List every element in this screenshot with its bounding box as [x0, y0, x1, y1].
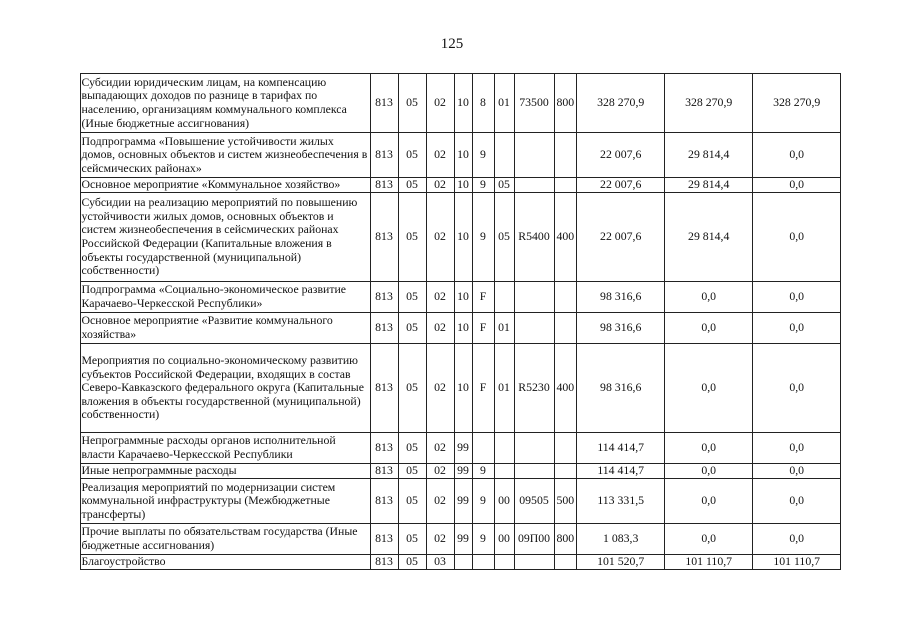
cell-sum-1: 22 007,6	[577, 193, 665, 282]
cell-ved: 813	[370, 464, 398, 479]
cell-vr	[554, 555, 577, 570]
row-name: Основное мероприятие «Коммунальное хозяйство»	[80, 178, 370, 193]
table-row	[64, 74, 841, 133]
cell-sum-1: 113 331,5	[577, 479, 665, 524]
cell-pr: 02	[426, 74, 454, 133]
cell-sum-3: 0,0	[753, 344, 841, 433]
cell-sum-1: 328 270,9	[577, 74, 665, 133]
cell-osn: 05	[494, 178, 514, 193]
table-row	[64, 524, 841, 555]
cell-napr: 73500	[514, 74, 554, 133]
table-row	[64, 555, 841, 570]
cell-sub: F	[472, 344, 494, 433]
cell-vr	[554, 178, 577, 193]
cell-vr	[554, 133, 577, 178]
table-row	[64, 178, 841, 193]
row-name: Субсидии на реализацию мероприятий по повышению устойчивости жилых домов, основных объектов и систем жизнеобеспечения в сейсмических районах Российской Федерации (Капитальные вложения в объекты государственной (муниципальной) собственности)	[80, 193, 370, 282]
cell-osn: 01	[494, 344, 514, 433]
cell-prog: 10	[454, 282, 472, 313]
cell-vr: 500	[554, 479, 577, 524]
cell-sum-1: 98 316,6	[577, 313, 665, 344]
cell-pr: 02	[426, 193, 454, 282]
cell-sub	[472, 555, 494, 570]
cell-osn	[494, 464, 514, 479]
cell-sub: 9	[472, 524, 494, 555]
cell-rz: 05	[398, 282, 426, 313]
cell-osn	[494, 433, 514, 464]
cell-napr	[514, 313, 554, 344]
cell-rz: 05	[398, 74, 426, 133]
cell-ved: 813	[370, 555, 398, 570]
cell-sum-3: 0,0	[753, 133, 841, 178]
cell-pr: 02	[426, 178, 454, 193]
cell-ved: 813	[370, 479, 398, 524]
cell-osn	[494, 133, 514, 178]
cell-prog: 10	[454, 313, 472, 344]
row-name: Реализация мероприятий по модернизации систем коммунальной инфраструктуры (Межбюджетные трансферты)	[80, 479, 370, 524]
cell-sum-1: 22 007,6	[577, 133, 665, 178]
cell-napr: R5400	[514, 193, 554, 282]
cell-prog	[454, 555, 472, 570]
cell-osn: 00	[494, 479, 514, 524]
cell-prog: 10	[454, 74, 472, 133]
cell-napr: 09505	[514, 479, 554, 524]
cell-rz: 05	[398, 133, 426, 178]
cell-pr: 02	[426, 464, 454, 479]
cell-sum-2: 29 814,4	[665, 193, 753, 282]
cell-sum-2: 0,0	[665, 313, 753, 344]
cell-vr	[554, 313, 577, 344]
cell-sum-3: 0,0	[753, 524, 841, 555]
cell-sum-1: 22 007,6	[577, 178, 665, 193]
cell-pr: 02	[426, 313, 454, 344]
cell-sub: 9	[472, 193, 494, 282]
page-number: 125	[440, 36, 464, 52]
cell-osn	[494, 282, 514, 313]
cell-sum-3: 328 270,9	[753, 74, 841, 133]
cell-sum-3: 0,0	[753, 433, 841, 464]
table-row	[64, 133, 841, 178]
cell-ved: 813	[370, 74, 398, 133]
cell-prog: 10	[454, 133, 472, 178]
cell-vr: 400	[554, 344, 577, 433]
cell-osn: 05	[494, 193, 514, 282]
cell-sum-2: 0,0	[665, 479, 753, 524]
row-name: Мероприятия по социально-экономическому развитию субъектов Российской Федерации, входящих в состав Северо-Кавказского федерального округа (Капитальные вложения в объекты государственной (муниципальной) собственности)	[80, 344, 370, 433]
cell-sum-3: 0,0	[753, 479, 841, 524]
cell-pr: 02	[426, 282, 454, 313]
cell-pr: 02	[426, 479, 454, 524]
cell-sum-3: 0,0	[753, 178, 841, 193]
cell-vr: 800	[554, 74, 577, 133]
cell-ved: 813	[370, 344, 398, 433]
cell-sub: 9	[472, 464, 494, 479]
cell-sum-2: 0,0	[665, 282, 753, 313]
cell-sum-1: 98 316,6	[577, 282, 665, 313]
row-name: Основное мероприятие «Развитие коммунального хозяйства»	[80, 313, 370, 344]
cell-sum-1: 98 316,6	[577, 344, 665, 433]
cell-sub: 9	[472, 133, 494, 178]
cell-sum-2: 0,0	[665, 344, 753, 433]
cell-sum-2: 29 814,4	[665, 178, 753, 193]
cell-rz: 05	[398, 479, 426, 524]
row-name: Подпрограмма «Социально-экономическое развитие Карачаево-Черкесской Республики»	[80, 282, 370, 313]
row-name: Иные непрограммные расходы	[80, 464, 370, 479]
cell-rz: 05	[398, 555, 426, 570]
table-row	[64, 479, 841, 524]
cell-sum-2: 328 270,9	[665, 74, 753, 133]
cell-sum-1: 114 414,7	[577, 464, 665, 479]
cell-napr	[514, 464, 554, 479]
cell-rz: 05	[398, 524, 426, 555]
cell-osn: 00	[494, 524, 514, 555]
row-name: Подпрограмма «Повышение устойчивости жилых домов, основных объектов и систем жизнеобеспечения в сейсмических районах»	[80, 133, 370, 178]
cell-ved: 813	[370, 193, 398, 282]
table-row	[64, 433, 841, 464]
cell-rz: 05	[398, 433, 426, 464]
cell-sub	[472, 433, 494, 464]
cell-ved: 813	[370, 433, 398, 464]
cell-sub: 9	[472, 479, 494, 524]
cell-pr: 03	[426, 555, 454, 570]
cell-prog: 10	[454, 178, 472, 193]
row-name: Субсидии юридическим лицам, на компенсацию выпадающих доходов по разнице в тарифах по населению, организациям коммунального комплекса (Иные бюджетные ассигнования)	[80, 74, 370, 133]
cell-sub: F	[472, 313, 494, 344]
cell-sum-3: 0,0	[753, 313, 841, 344]
cell-rz: 05	[398, 178, 426, 193]
cell-sum-2: 0,0	[665, 464, 753, 479]
cell-napr	[514, 433, 554, 464]
cell-ved: 813	[370, 524, 398, 555]
cell-sum-3: 0,0	[753, 282, 841, 313]
cell-sub: 8	[472, 74, 494, 133]
budget-table	[64, 73, 841, 570]
cell-ved: 813	[370, 282, 398, 313]
cell-ved: 813	[370, 313, 398, 344]
cell-sum-3: 101 110,7	[753, 555, 841, 570]
cell-pr: 02	[426, 133, 454, 178]
cell-vr	[554, 464, 577, 479]
cell-napr	[514, 178, 554, 193]
row-name: Прочие выплаты по обязательствам государства (Иные бюджетные ассигнования)	[80, 524, 370, 555]
cell-sub: 9	[472, 178, 494, 193]
cell-prog: 99	[454, 524, 472, 555]
cell-rz: 05	[398, 193, 426, 282]
cell-napr: 09П00	[514, 524, 554, 555]
row-name: Благоустройство	[80, 555, 370, 570]
cell-ved: 813	[370, 133, 398, 178]
table-row	[64, 344, 841, 433]
cell-prog: 99	[454, 479, 472, 524]
cell-sum-1: 101 520,7	[577, 555, 665, 570]
cell-vr	[554, 282, 577, 313]
cell-pr: 02	[426, 433, 454, 464]
cell-osn: 01	[494, 74, 514, 133]
cell-napr	[514, 133, 554, 178]
cell-osn: 01	[494, 313, 514, 344]
cell-sum-1: 114 414,7	[577, 433, 665, 464]
cell-vr: 400	[554, 193, 577, 282]
cell-sum-1: 1 083,3	[577, 524, 665, 555]
cell-osn	[494, 555, 514, 570]
cell-sum-3: 0,0	[753, 464, 841, 479]
table-row	[64, 193, 841, 282]
table-row	[64, 464, 841, 479]
table-row	[64, 282, 841, 313]
cell-sum-2: 101 110,7	[665, 555, 753, 570]
cell-napr: R5230	[514, 344, 554, 433]
cell-prog: 10	[454, 344, 472, 433]
cell-sub: F	[472, 282, 494, 313]
cell-sum-2: 29 814,4	[665, 133, 753, 178]
row-name: Непрограммные расходы органов исполнительной власти Карачаево-Черкесской Республики	[80, 433, 370, 464]
cell-rz: 05	[398, 464, 426, 479]
cell-pr: 02	[426, 524, 454, 555]
cell-vr: 800	[554, 524, 577, 555]
cell-napr	[514, 555, 554, 570]
cell-prog: 10	[454, 193, 472, 282]
table-row	[64, 313, 841, 344]
cell-sum-2: 0,0	[665, 524, 753, 555]
cell-sum-3: 0,0	[753, 193, 841, 282]
cell-ved: 813	[370, 178, 398, 193]
cell-rz: 05	[398, 313, 426, 344]
cell-vr	[554, 433, 577, 464]
cell-rz: 05	[398, 344, 426, 433]
cell-prog: 99	[454, 464, 472, 479]
cell-pr: 02	[426, 344, 454, 433]
cell-napr	[514, 282, 554, 313]
cell-prog: 99	[454, 433, 472, 464]
cell-sum-2: 0,0	[665, 433, 753, 464]
